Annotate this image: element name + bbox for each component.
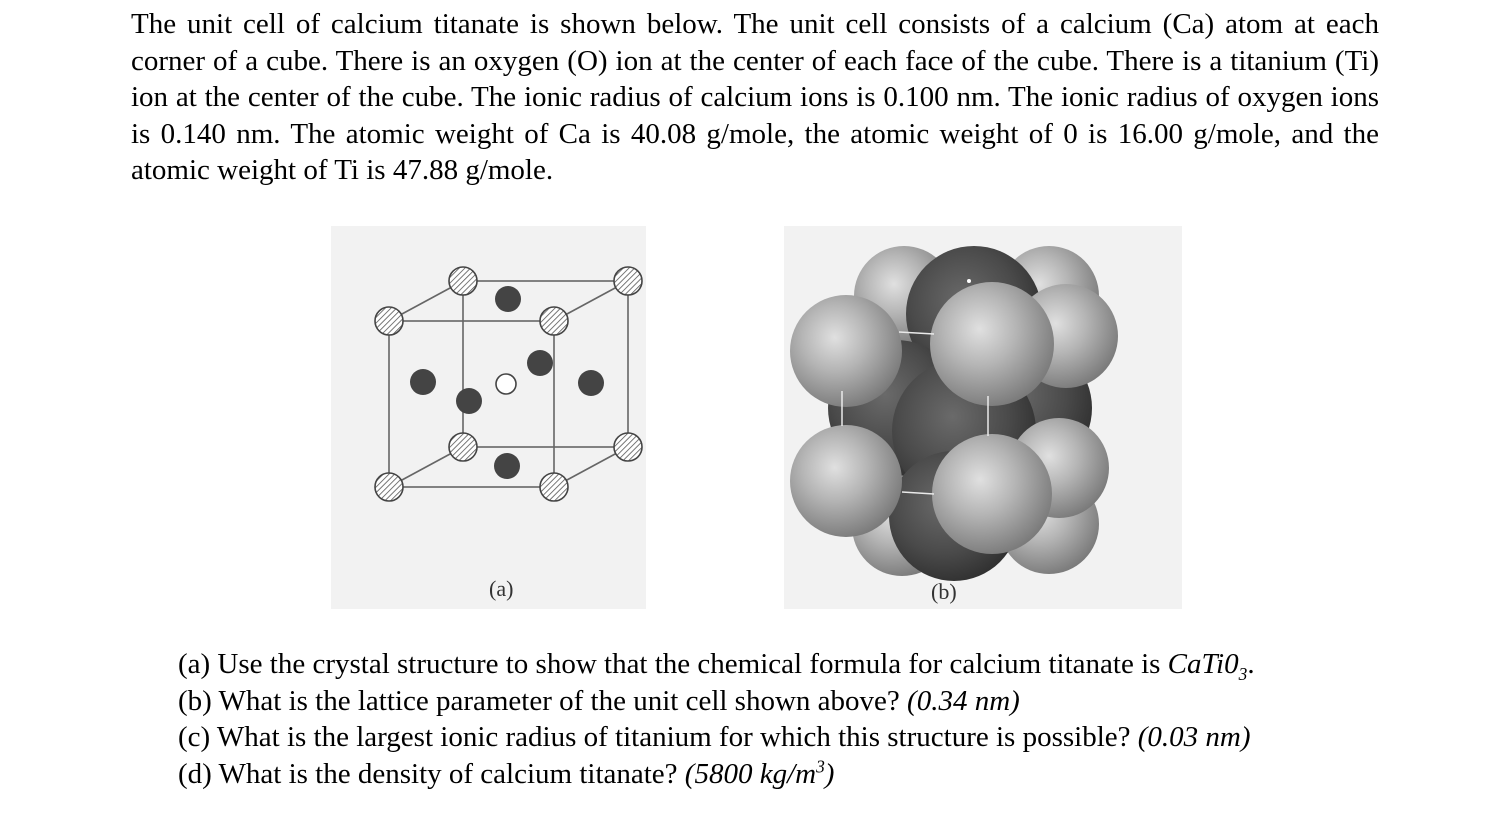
- problem-intro: The unit cell of calcium titanate is shown below. The unit cell consists of a calcium (Ca) atom at each corner of a cube. There is an oxygen (O) ion at the center of each face of the cube. There is a titanium (Ti) ion at the center of the cube. The ionic radius of calcium ions is 0.100 nm. The ionic radius of oxygen ions is 0.140 nm. The atomic weight of Ca is 40.08 g/mole, the atomic weight of 0 is 16.00 g/mole, and the atomic weight of Ti is 47.88 g/mole.: [131, 8, 1379, 186]
- question-d-text: (d) What is the density of calcium titanate?: [178, 757, 685, 790]
- oxygen-ion-left: [410, 369, 436, 395]
- question-b-text: (b) What is the lattice parameter of the unit cell shown above?: [178, 684, 908, 717]
- question-a-text: (a) Use the crystal structure to show that the chemical formula for calcium titanate is: [178, 648, 1168, 680]
- question-d-answer: (5800 $kg/m^3$): [684, 755, 835, 790]
- sphere-highlight-dot: [967, 279, 971, 283]
- oxygen-ion-right: [578, 370, 604, 396]
- question-a: (a) Use the crystal structure to show that the chemical formula for calcium titanate is $CaTi0_3$.: [178, 648, 1255, 684]
- question-c: [178, 719, 1255, 756]
- calcium-ion-corner: [614, 267, 642, 295]
- calcium-ion-corner: [540, 473, 568, 501]
- question-list: [178, 646, 1255, 792]
- figure-a-label: (a): [489, 576, 514, 601]
- question-c-answer: (0.03 nm): [1137, 721, 1251, 753]
- oxygen-ion-back: [527, 350, 553, 376]
- calcium-ion-corner: [375, 473, 403, 501]
- question-c-text: (c) What is the largest ionic radius of titanium for which this structure is possible?: [178, 721, 1138, 753]
- question-b: [178, 683, 1255, 720]
- question-d: [178, 756, 1255, 793]
- oxygen-ion-top: [495, 286, 521, 312]
- figure-b-label: (b): [931, 579, 957, 604]
- titanium-ion: [496, 374, 516, 394]
- question-b-answer: (0.34 nm): [907, 684, 1020, 717]
- calcium-ion-corner: [540, 307, 568, 335]
- calcium-ion-corner: [375, 307, 403, 335]
- figure-b-space-filling-model: [784, 226, 1182, 609]
- calcium-ion-corner: [449, 267, 477, 295]
- chemical-formula: $CaTi0_3$: [1167, 648, 1248, 684]
- oxygen-ion-front: [456, 388, 482, 414]
- calcium-ion-corner: [449, 433, 477, 461]
- calcium-ion-corner: [614, 433, 642, 461]
- oxygen-ion-bottom: [494, 453, 520, 479]
- unit-cell-diagram: [331, 226, 646, 609]
- space-filling-model: [784, 226, 1182, 609]
- figure-a-unit-cell-diagram: [331, 226, 646, 609]
